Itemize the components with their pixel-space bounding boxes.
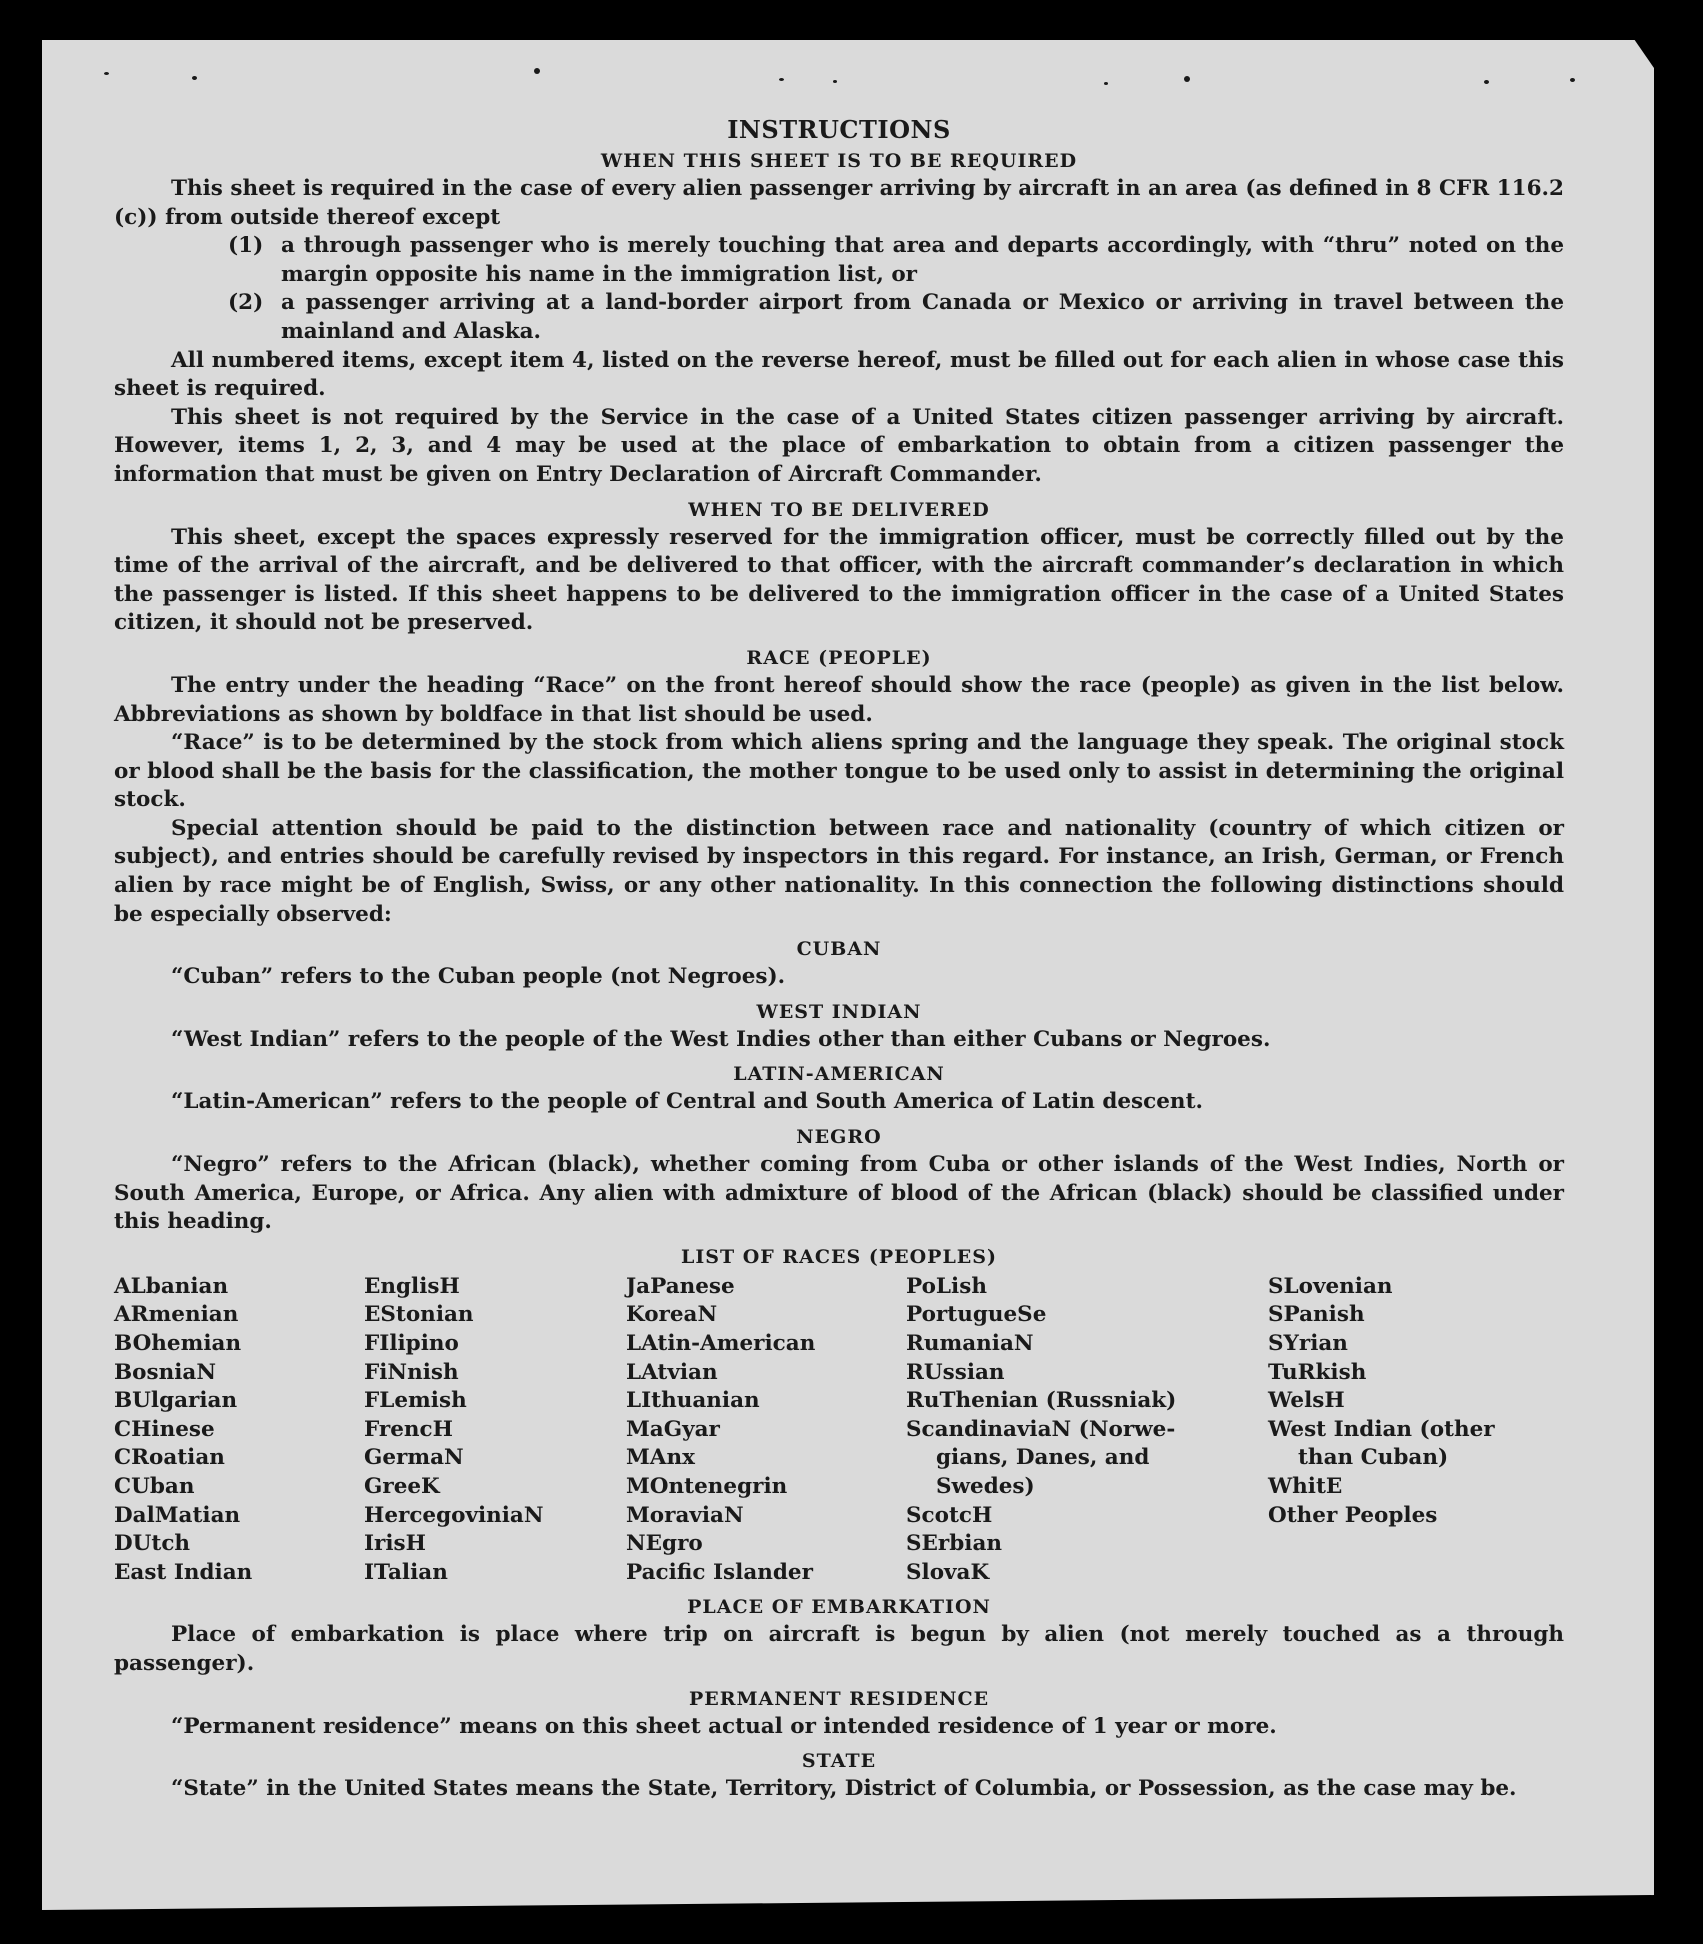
race-paragraph-2: “Race” is to be determined by the stock from which aliens spring and the language they speak. The original stock or blood shall be the basis for the classification, the mother tongue to be used only to assist in determining the original stock. (114, 730, 1564, 813)
race-item: DUtch (114, 1531, 191, 1557)
race-item: BosniaN (114, 1359, 216, 1385)
race-item: SErbian (906, 1531, 1003, 1557)
race-item: CHinese (114, 1416, 215, 1442)
cuban-heading: CUBAN (796, 938, 882, 961)
race-paragraph-1: The entry under the heading “Race” on the front hereof should show the race (people) as given in the list below. Abbreviations as shown by boldface in that list should be used. (114, 672, 1564, 727)
when-delivered-heading: WHEN TO BE DELIVERED (688, 498, 990, 521)
race-item: MAnx (626, 1445, 695, 1471)
permanent-residence-heading: PERMANENT RESIDENCE (688, 1687, 990, 1710)
west-indian-text: “West Indian” refers to the people of the West Indies other than either Cubans or Negroes. (171, 1026, 1271, 1052)
race-item: than Cuban) (1298, 1445, 1449, 1471)
race-item: EnglisH (364, 1273, 460, 1299)
race-item: ScandinaviaN (Norwe- (906, 1416, 1176, 1442)
race-item: WelsH (1268, 1388, 1345, 1414)
race-item: IrisH (364, 1531, 426, 1557)
races-column-4 (906, 1273, 1268, 1588)
exception-item-2 (114, 289, 1564, 346)
page-title: INSTRUCTIONS (727, 115, 951, 144)
race-item: CRoatian (114, 1445, 225, 1471)
race-item: JaPanese (626, 1273, 735, 1299)
embarkation-text: Place of embarkation is place where trip on aircraft is begun by alien (not merely touched as a through passenger). (114, 1622, 1564, 1676)
negro-text: “Negro” refers to the African (black), whether coming from Cuba or other islands of the West Indies, North or South America, Europe, or Africa. Any alien with admixture of blood of the African (black) should be classified under this heading. (114, 1152, 1564, 1235)
latin-american-text: “Latin-American” refers to the people of Central and South America of Latin descent. (171, 1089, 1203, 1115)
race-item: ARmenian (114, 1302, 239, 1328)
cuban-text: “Cuban” refers to the Cuban people (not Negroes). (171, 964, 786, 990)
race-item: SYrian (1268, 1331, 1348, 1356)
negro-heading: NEGRO (796, 1126, 882, 1149)
race-item: West Indian (other (1268, 1416, 1495, 1442)
exception-number: (1) (228, 233, 264, 259)
race-item: SLovenian (1268, 1273, 1393, 1299)
race-item: GermaN (364, 1445, 464, 1471)
west-indian-heading: WEST INDIAN (756, 1000, 922, 1023)
race-item: HercegoviniaN (364, 1502, 544, 1528)
state-text: “State” in the United States means the State, Territory, District of Columbia, or Possession, as the case may be. (171, 1776, 1517, 1802)
race-item: Swedes) (936, 1473, 1035, 1499)
race-heading: RACE (PEOPLE) (746, 646, 932, 669)
race-item: Other Peoples (1268, 1502, 1438, 1528)
exception-number: (2) (228, 290, 264, 316)
exception-text: a through passenger who is merely touching that area and departs accordingly, with “thru” noted on the margin opposite his name in the immigration list, or (281, 233, 1564, 287)
races-list-heading: LIST OF RACES (PEOPLES) (681, 1245, 997, 1268)
race-paragraph-3: Special attention should be paid to the distinction between race and nationality (country of which citizen or subject), and entries should be carefully revised by inspectors in this regard. For instance, an Irish, German, or French alien by race might be of English, Swiss, or any other nationality. In this connection the following distinctions should be especially observed: (114, 815, 1564, 927)
races-column-2 (364, 1273, 626, 1588)
race-item: ALbanian (114, 1273, 229, 1299)
race-item: gians, Danes, and (936, 1445, 1150, 1471)
race-item: SlovaK (906, 1559, 990, 1585)
race-item: CUban (114, 1473, 195, 1499)
race-item: PortugueSe (906, 1302, 1047, 1328)
when-required-paragraph-3: This sheet is not required by the Service in the case of a United States citizen passenger arriving by aircraft. However, items 1, 2, 3, and 4 may be used at the place of embarkation to obtain from a citizen passenger the information that must be given on Entry Declaration of Aircraft Commander. (114, 404, 1564, 487)
race-item: RUssian (906, 1359, 1005, 1385)
race-item: SPanish (1268, 1302, 1365, 1328)
race-item: MaGyar (626, 1416, 720, 1442)
race-item: ScotcH (906, 1502, 993, 1528)
races-column-1 (114, 1273, 364, 1588)
race-item: RuThenian (Russniak) (906, 1388, 1177, 1414)
race-item: TuRkish (1268, 1359, 1367, 1385)
race-item: ITalian (364, 1559, 448, 1585)
latin-american-heading: LATIN-AMERICAN (733, 1063, 945, 1086)
race-item: LAtvian (626, 1359, 718, 1385)
race-item: East Indian (114, 1559, 253, 1585)
race-item: FrencH (364, 1416, 453, 1442)
race-item: MOntenegrin (626, 1473, 788, 1499)
when-required-paragraph-2: All numbered items, except item 4, listed on the reverse hereof, must be filled out for each alien in whose case this sheet is required. (114, 347, 1564, 402)
race-item: FIlipino (364, 1331, 459, 1356)
race-item: FLemish (364, 1388, 467, 1414)
instructions-content (114, 114, 1564, 1804)
when-required-heading: WHEN THIS SHEET IS TO BE REQUIRED (600, 150, 1078, 172)
race-item: DalMatian (114, 1502, 241, 1528)
exception-item-1 (114, 232, 1564, 289)
race-item: NEgro (626, 1531, 703, 1557)
permanent-residence-text: “Permanent residence” means on this sheet actual or intended residence of 1 year or more. (171, 1713, 1277, 1739)
exception-text: a passenger arriving at a land-border airport from Canada or Mexico or arriving in travel between the mainland and Alaska. (281, 290, 1564, 344)
race-item: KoreaN (626, 1302, 718, 1328)
race-item: BOhemian (114, 1331, 242, 1356)
race-item: WhitE (1268, 1473, 1343, 1499)
race-item: BUlgarian (114, 1388, 238, 1414)
race-item: LIthuanian (626, 1388, 760, 1414)
state-heading: STATE (801, 1750, 877, 1773)
race-item: RumaniaN (906, 1331, 1034, 1356)
races-list (114, 1273, 1564, 1588)
race-item: EStonian (364, 1302, 474, 1328)
when-required-paragraph-1: This sheet is required in the case of every alien passenger arriving by aircraft in an area (as defined in 8 CFR 116.2 (c)) from outside thereof except (114, 176, 1564, 230)
race-item: Pacific Islander (626, 1559, 813, 1585)
race-item: LAtin-American (626, 1331, 816, 1356)
races-column-5 (1268, 1273, 1548, 1588)
race-item: GreeK (364, 1473, 440, 1499)
race-item: MoraviaN (626, 1502, 744, 1528)
when-delivered-paragraph: This sheet, except the spaces expressly reserved for the immigration officer, must be correctly filled out by the time of the arrival of the aircraft, and be delivered to that officer, with the aircraft commander’s declaration in which the passenger is listed. If this sheet happens to be delivered to the immigration officer in the case of a United States citizen, it should not be preserved. (114, 524, 1564, 636)
race-item: PoLish (906, 1273, 987, 1299)
embarkation-heading: PLACE OF EMBARKATION (687, 1596, 991, 1619)
races-column-3 (626, 1273, 906, 1588)
race-item: FiNnish (364, 1359, 459, 1385)
